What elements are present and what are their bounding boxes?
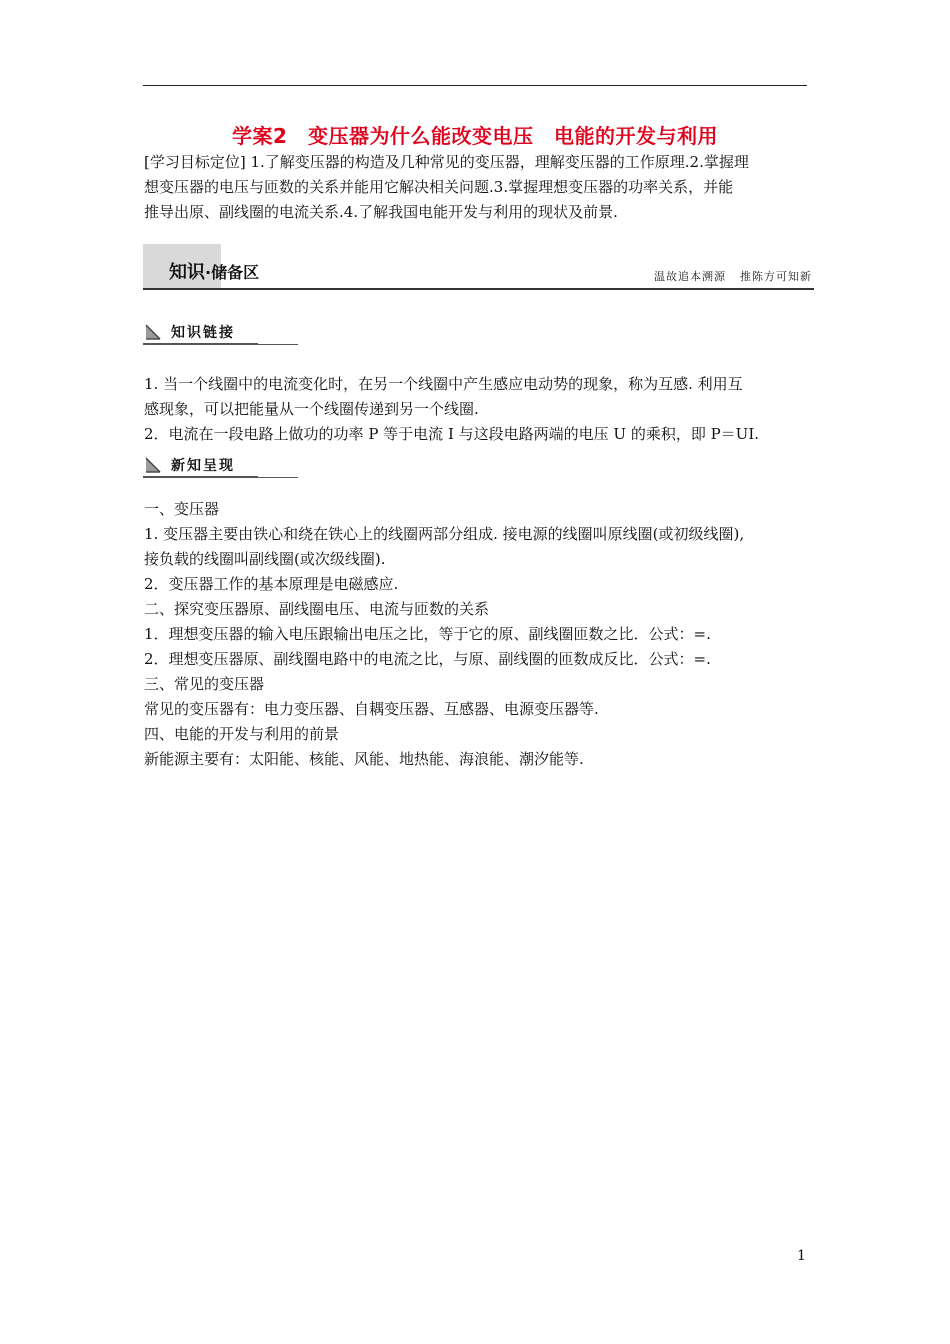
text-line: 1. 当一个线圈中的电流变化时，在另一个线圈中产生感应电动势的现象，称为互感. 利用互	[144, 375, 743, 393]
banner-title-main: 知识	[169, 262, 205, 283]
corner-triangle-icon	[145, 457, 161, 473]
text-line: 新能源主要有：太阳能、核能、风能、地热能、海浪能、潮汐能等.	[144, 750, 584, 768]
objectives-line: 推导出原、副线圈的电流关系.4.了解我国电能开发与利用的现状及前景.	[144, 203, 618, 221]
section-rule-thin	[143, 344, 298, 345]
text-line: 2．电流在一段电路上做功的功率 P 等于电流 I 与这段电路两端的电压 U 的乘积，即 P＝UI.	[144, 425, 760, 443]
text-line: 二、探究变压器原、副线圈电压、电流与匝数的关系	[144, 600, 490, 618]
new-knowledge-content	[144, 497, 810, 772]
text-line: 常见的变压器有：电力变压器、自耦变压器、互感器、电源变压器等.	[144, 700, 599, 718]
page-title: 学案2 变压器为什么能改变电压 电能的开发与利用	[232, 124, 718, 148]
objectives-line: [学习目标定位] 1.了解变压器的构造及几种常见的变压器，理解变压器的工作原理.2.掌握理	[144, 153, 749, 171]
page-number: 1	[797, 1248, 806, 1264]
text-line: 感现象，可以把能量从一个线圈传递到另一个线圈.	[144, 400, 479, 418]
banner-slogan-2: 推陈方可知新	[740, 270, 812, 283]
corner-triangle-icon	[145, 324, 161, 340]
banner-slogan	[654, 268, 812, 284]
text-line: 1．理想变压器的输入电压跟输出电压之比，等于它的原、副线圈匝数之比．公式：=.	[144, 625, 711, 643]
section-heading-knowledge-link	[143, 322, 299, 346]
text-line: 2．理想变压器原、副线圈电路中的电流之比，与原、副线圈的匝数成反比．公式：=.	[144, 650, 711, 668]
knowledge-link-content	[144, 372, 810, 447]
section-heading-new-knowledge	[143, 455, 299, 479]
text-line: 一、变压器	[144, 500, 220, 518]
banner-slogan-1: 温故追本溯源	[654, 270, 726, 283]
text-line: 三、常见的变压器	[144, 675, 265, 693]
section-rule-thin	[143, 477, 298, 478]
text-line: 2．变压器工作的基本原理是电磁感应.	[144, 575, 399, 593]
text-line: 1. 变压器主要由铁心和绕在铁心上的线圈两部分组成. 接电源的线圈叫原线圈(或初级线圈),	[144, 525, 745, 543]
text-line: 四、电能的开发与利用的前景	[144, 725, 340, 743]
section-label: 知识链接	[171, 325, 235, 341]
objectives-line: 想变压器的电压与匝数的关系并能用它解决相关问题.3.掌握理想变压器的功率关系，并能	[144, 178, 734, 196]
banner-title	[169, 258, 259, 284]
learning-objectives	[144, 150, 810, 225]
text-line: 接负载的线圈叫副线圈(或次级线圈).	[144, 550, 386, 568]
header-rule	[143, 85, 807, 86]
banner-title-sub: ·储备区	[205, 263, 260, 282]
knowledge-banner	[143, 244, 814, 290]
section-label: 新知呈现	[171, 458, 235, 474]
banner-rule	[143, 288, 814, 290]
